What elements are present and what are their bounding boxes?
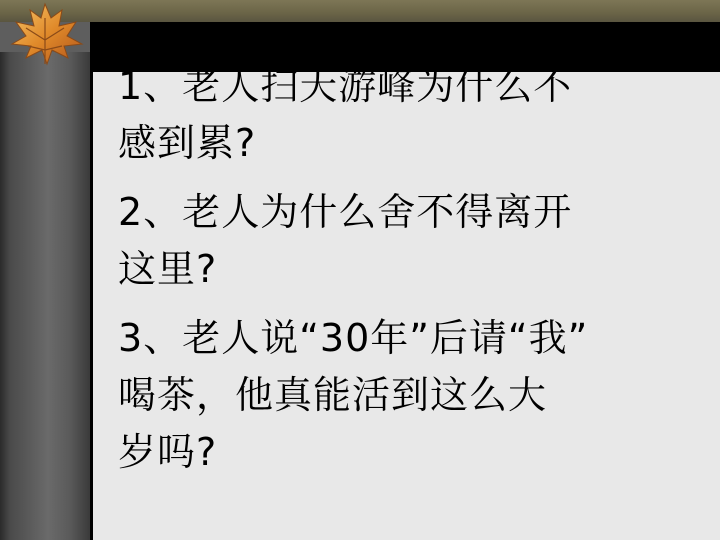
question-3-line-2: 喝茶，他真能活到这么大 bbox=[118, 373, 548, 417]
question-3 bbox=[118, 310, 718, 481]
question-1-line-1: 1、老人扫天游峰为什么不 bbox=[118, 64, 573, 108]
question-1 bbox=[118, 58, 718, 172]
question-2-number: 2 bbox=[118, 190, 144, 234]
maple-leaf-icon bbox=[4, 0, 86, 70]
question-1-number: 1 bbox=[118, 64, 144, 108]
question-3-number: 3 bbox=[118, 316, 144, 360]
question-3-line-1: 3、老人说“30年”后请“我” bbox=[118, 316, 589, 360]
left-decorative-bar bbox=[0, 22, 90, 540]
question-list bbox=[118, 58, 718, 493]
question-2 bbox=[118, 184, 718, 298]
question-3-line-3: 岁吗? bbox=[118, 430, 218, 474]
top-decorative-band bbox=[0, 0, 720, 22]
question-1-line-2: 感到累? bbox=[118, 121, 257, 165]
question-2-line-2: 这里? bbox=[118, 247, 218, 291]
question-2-line-1: 2、老人为什么舍不得离开 bbox=[118, 190, 573, 234]
